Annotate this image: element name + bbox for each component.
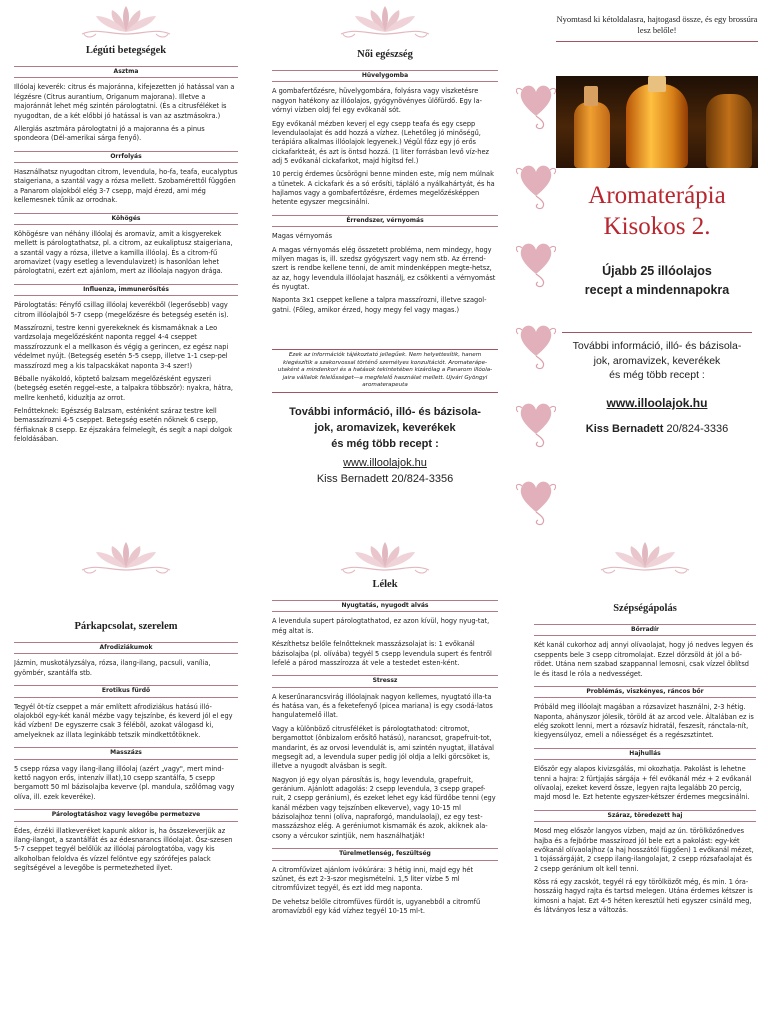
subsection-heading: Párologtatáshoz vagy levegőbe permetezve (14, 809, 238, 822)
title-line: Kisokos 2. (603, 213, 711, 241)
subsection-heading: Türelmetlenség, feszültség (272, 848, 498, 861)
floral-ornament-icon (76, 4, 176, 40)
paragraph: A levendula supert párologtathatod, ez azon kívül, hogy nyug-tat, még altat is. (272, 617, 490, 635)
website-link[interactable]: www.illoolajok.hu (343, 456, 427, 469)
subsection-heading: Köhögés (14, 213, 238, 226)
paragraph: A magas vérnyomás elég összetett probléma, nem mindegy, hogy milyen magas is, ill. szedsz gyógyszert vagy nem stb. Az érrend-szert is rendbe kellene tenni, de amit mindenképpen megte-hetsz, az az, hogy levendula illóolajat használj, ez csökkenti a vérnyomást és nyugtat. (272, 245, 496, 292)
floral-ornament-icon (335, 4, 435, 40)
paragraph: Naponta 3x1 cseppet kellene a talpra masszírozni, illetve szagol-gatni. (Főleg, amikor érzed, hogy megy fel vagy magas.) (272, 296, 487, 314)
section-title: Lélek (372, 579, 398, 590)
brochure-title (556, 180, 758, 243)
paragraph: Édes, érzéki illatkeveréket kapunk akkor is, ha összekeverjük az ilang-ilangot, a szantálfát és az édesnarancs illóolajat. Ösz-szesen 5-7 cseppet tegyél belőlük az illóolaj párologtatóba, vagy kis alkoholban feloldva és vízzel felöntve egy szórófejes palack segítségével a levegőbe is permetezheted ilyet. (14, 826, 233, 872)
subsection-heading: Bőrradír (534, 624, 756, 637)
heart-swirl-icon (516, 320, 556, 370)
paragraph: De vehetsz belőle citromfüves fürdőt is, ugyanebből a citromfű aromavízből egy kád vízhez tegyél 10-15 ml-t. (272, 897, 481, 916)
floral-ornament-icon (76, 540, 176, 576)
paragraph: Béballe nyákoldó, köptető balzsam megelőzésként egyszeri (betegség esetén reggel-este, a talpakra többször): nyakra, hátra, mellre kenhető, kiduzítja az orrot. (14, 374, 234, 402)
section-body (534, 624, 756, 916)
info-line: További információ, illó- és bázisola- (572, 339, 742, 352)
heart-swirl-icon (516, 238, 556, 288)
section-title: Párkapcsolat, szerelem (74, 621, 178, 632)
subsection-heading: Stressz (272, 675, 498, 688)
brochure-subtitle (556, 262, 758, 300)
subsection-heading: Hüvelygomba (272, 70, 498, 83)
subsection-heading: Száraz, töredezett haj (534, 810, 756, 823)
paragraph: Próbáld meg illóolajt magában a rózsavizet használni, 2-3 hétig. Naponta, ahányszor jólesik, töröld át az arcod vele. Általában ez is elég szokott lenni, mert a rózsavíz hidratál, feszesít, ránctala-nít, kiegyensúlyoz, emeli a nőiességet és a regészsztintet. (534, 703, 754, 740)
info-line: jok, aromavizek, keverékek (593, 354, 721, 367)
subsection-heading: Afrodiziákumok (14, 642, 238, 655)
subsection-heading: Masszázs (14, 747, 238, 760)
paragraph: Párologtatás: Fényfő csillag illóolaj keverékből (legerősebb) vagy citrom illóolajból 5-7 csepp (megelőzésre és betegség esetén is). (14, 301, 229, 319)
subsection-heading: Nyugtatás, nyugodt alvás (272, 600, 498, 613)
paragraph: Először egy alapos kivizsgálás, mi okozhatja. Pakolást is lehetne tenni a hajra: 2 fürtjajás sárgája + fél evőkanál méz + 2 evőkanál olívaolaj, ezeket keverd össze, legyen rajta legalább 20 percig, majd mosd le. Ezt hetente egyszer-kétszer érdemes megcsinálni. (534, 765, 752, 802)
section-body (272, 600, 498, 917)
paragraph: Nagyon jó egy olyan párosítás is, hogy levendula, grapefruit, geránium. Ajánlott adagolás: 2 csepp levendula, 3 csepp grapef-ruit, 2 csepp geránium), és ezeket lehet egy kád fürdőbe tenni (egy kanál mézben vagy tejszínben elkeverve), vagy 10-15 ml bázisolajhoz tenni (olíva, napraforgó, mandulaolaj), ez egy test-masszázshoz elég. A geréniumot kismamák és azok, akiknek ala-csony a vércukor szintjük, nem használhatják! (272, 775, 496, 840)
paragraph: Készíthetsz belőle felnőtteknek masszázsolajat is: 1 evőkanál bázisolajba (pl. olívába) tegyél 5 csepp levendula supert és fentről lefelé a párod masszírozza át vele a testedet esten-ként. (272, 640, 492, 667)
panel-beauty (534, 540, 756, 1024)
panel-womens-health (272, 4, 498, 530)
paragraph: 5 csepp rózsa vagy ilang-ilang illóolaj (azért „vagy", mert mind-kettő nagyon erős, intenzív illat),10 csepp szantálfa, 5 csepp bergamott 50 ml bázisolajba keverve (pl. mandula, szőlőmag vagy olíva, ill. ezek keveréke). (14, 764, 235, 801)
panel-respiratory (14, 4, 238, 530)
contact-name: Kiss Bernadett (585, 422, 664, 435)
panel-cover (556, 12, 758, 522)
paragraph: Használhatsz nyugodtan citrom, levendula, ho-fa, teafa, eucalyptus staigeriana, a szantál vagy a rózsa mellett. Szobamérettől függően a Panarom olajokból elég 3-7 csepp, majd érezd, ami még kellemesnek tűnik az orrodnak. (14, 168, 238, 205)
oil-bottle-photo (556, 76, 758, 168)
heart-swirl-icon (516, 398, 556, 448)
subsection-heading: Influenza, immunerősítés (14, 284, 238, 297)
info-block (556, 339, 758, 383)
website-link[interactable]: www.illoolajok.hu (606, 396, 708, 410)
subsection-heading: Orrfolyás (14, 151, 238, 164)
heart-swirl-icon (516, 160, 556, 210)
paragraph: Köss rá egy zacskót, tegyél rá egy törölközőt még, és min. 1 óra-hosszáig hagyd rajta és tartsd melegen. Utána érdemes kétszer is kimosni a hajat. Ezt 4-5 héten keresztül heti egyszer csináld meg, és látványos lesz a változás. (534, 878, 753, 915)
info-line: További információ, illó- és bázisola- (289, 405, 481, 418)
info-line: jok, aromavizek, keverékek (314, 421, 456, 434)
floral-ornament-icon (335, 540, 435, 576)
panel-soul (272, 540, 498, 1024)
section-title: Szépségápolás (613, 603, 677, 614)
section-body (14, 66, 238, 444)
subsection-heading: Erotikus fürdő (14, 685, 238, 698)
paragraph: A gombafertőzésre, hüvelygombára, folyásra vagy viszketésre nagyon hatékony az illóolajos, gyógynövényes ülőfürdő. Egy la-vórnyi vízben oldj fel egy evőkanál sót. (272, 87, 483, 115)
subsection-heading: Hajhullás (534, 748, 756, 761)
paragraph: Egy evőkanál mézben keverj el egy csepp teafa és egy csepp levendulaolajat és add hozzá a vízhez. (Lehetőleg jó minőségű, terápiára alkalmas illóolajok legyenek.) Végül főzz egy jó erős cickafarkteát, és azt is öntsd hozzá. (1 liter forrásban levő víz-hez adj 5 evőkanál cickafarkot, majd hígítsd fel.) (272, 119, 490, 165)
paragraph: Köhögésre van néhány illóolaj és aromavíz, amit a kisgyerekek mellett is párologtathatsz, pl. a citrom, az eukaliptusz staigeriana, a szantál vagy a rózsa, illetve a kamilla illóolaj. És a citrom-fű aromavizet (vagy esetleg a levendulavizet) is hasonlóan lehet párologtatni, ezért ezt ajánlom, mert az illóolaja nagyon drága. (14, 230, 233, 276)
paragraph: Felnőtteknek: Egészség Balzsam, esténként száraz testre kell bemasszírozni 4-5 cseppet. Betegség esetén nőknek 6 csepp, férfiaknak 8 csepp. Ez éjszakára felmelegít, és segít a napi dolgok feloldásában. (14, 406, 233, 444)
paragraph: Tegyél öt-tíz cseppet a már említett afrodiziákus hatású illó-olajokból egy-két kanál mézbe vagy tejszínbe, és keverd jól el egy kád vízben! De egyszerre csak 3 félébõl, azokat válogasd ki, amelyeknek az illata leginkább tetszik mindkettőtöknek. (14, 702, 233, 739)
paragraph: A keserűnarancsvirág illóolajnak nagyon kellemes, nyugtató illa-ta és hatása van, és a feketefenyő (picea mariana) is egy csodá-latos hangulatemelő illat. (272, 692, 493, 720)
panel-relationships (14, 540, 238, 1024)
floral-ornament-icon (595, 540, 695, 576)
info-line: és még több recept : (331, 437, 439, 450)
disclaimer: Ezek az információk tájékoztató jellegűek. Nem helyettesítik, hanem kiegészítik a szakorvossal történő személyes konzultációt. Aromaterápe-utaként a mindenkori és a hatások tekintetében kizárólag a Panarom illóola-jaira vállalok felelősséget—a megfelelő használat mellett. Ujvári Gyöngyi aromaterapeuta (272, 349, 498, 393)
subsection-heading: Asztma (14, 66, 238, 79)
heart-swirl-icon (516, 476, 556, 526)
paragraph: Mosd meg először langyos vízben, majd az ún. törölközőnedves hajba és a fejbőrbe masszírozd jól bele ezt a pakolást: egy-két evőkanál olívaolajhoz (a haj hosszától függően) 1 evőkanál mézet, 1 tojássárgáját, 2 csepp ilang-ilangolajat, 2 csepp rózsafaolajat és 2 csepp geránium olt kell tenni. (534, 827, 754, 873)
contact-phone: 20/824-3336 (666, 422, 729, 435)
title-line: Aromaterápia (588, 181, 726, 209)
paragraph: Vagy a különböző citrusféléket is párologtathatod: citromot, bergamottot (önbizalom erősítő hatású), narancsot, grapefruit-tot, mandarint, és az orvosi levendulát is, ami szintén nyugtat, illatával megsegít ad, a levendula super pedig jól oldja a lelki görcsöket is, illetve a nyugodt alvásban is segít. (272, 724, 495, 771)
paragraph: A citromfűvizet ajánlom ivókúrára: 3 hétig inni, majd egy hét szünet, és ezt 2-3-szor megismételni. 1,5 liter vízbe 5 ml citromfűvizet tegyél, és ezt idd meg naponta. (272, 865, 474, 893)
heart-swirl-icon (516, 80, 556, 130)
paragraph: Jázmin, muskotályzsálya, rózsa, ilang-ilang, pacsuli, vanília, gyömbér, szantálfa stb. (14, 659, 211, 677)
info-line: és még több recept : (609, 369, 705, 382)
contact-info (556, 422, 758, 437)
paragraph: Masszírozni, testre kenni gyerekeknek és kismamáknak a Leo vardzsolaja megelőzésként naponta reggel 4-4 cseppet masszírozzunk el a mellkason és végig a gerincen, ez egész napi védelmet nyújt. (Betegség esetén 5-5 csepp, illetve 1-1 csep-pel masszírozd meg a kis talpacskákat naponta 3-4 szer!) (14, 324, 229, 370)
subsection-heading: Problémás, viszkényes, ráncos bőr (534, 686, 756, 699)
paragraph: Illóolaj keverék: citrus és majoránna, kifejezetten jó hatással van a légzésre (Citrus aurantium, Origanum majorana). Illetve a majoránnát lehet még szintén párologtatni. (És a citrusféléket is nyugodtan, de a két előbbi jó hatással is van az asztmásokra.) (14, 83, 235, 120)
paragraph: Magas vérnyomás (272, 232, 333, 241)
paragraph: Két kanál cukorhoz adj annyi olívaolajat, hogy jó nedves legyen és cseppents bele 3 csepp citromolajat. Ezzel dörzsöld át jól a bő-rödet. Utána nem szabad szappannal lemosni, csak vízzel öblítsd le és itasd le róla a nedvességet. (534, 641, 754, 678)
section-title: Légúti betegségek (85, 45, 167, 56)
subtitle-line: recept a mindennapokra (584, 283, 730, 298)
print-instructions: Nyomtasd ki kétoldalasra, hajtogasd össze, és egy brossúra lesz belőle! (556, 12, 758, 42)
section-body (272, 70, 498, 315)
paragraph: Allergiás asztmára párologtatni jó a majoranna és a pinus spondeora (Dél-amerikai sárga fenyő). (14, 124, 205, 143)
paragraph: 10 percig érdemes ücsörögni benne minden este, míg nem múlnak a tünetek. A cickafark és a só erősíti, tápláló a nyálkahártyát, és ha hajlamos vagy a gombafertőzésre, érdemes megelőzésképpen hetente egyszer megcsinálni. (272, 170, 495, 207)
subtitle-line: Újabb 25 illóolajos (602, 264, 712, 279)
contact-info: Kiss Bernadett 20/824-3356 (316, 473, 454, 486)
section-body (14, 642, 238, 873)
section-title: Női egészség (357, 49, 413, 60)
subsection-heading: Érrendszer, vérnyomás (272, 215, 498, 228)
